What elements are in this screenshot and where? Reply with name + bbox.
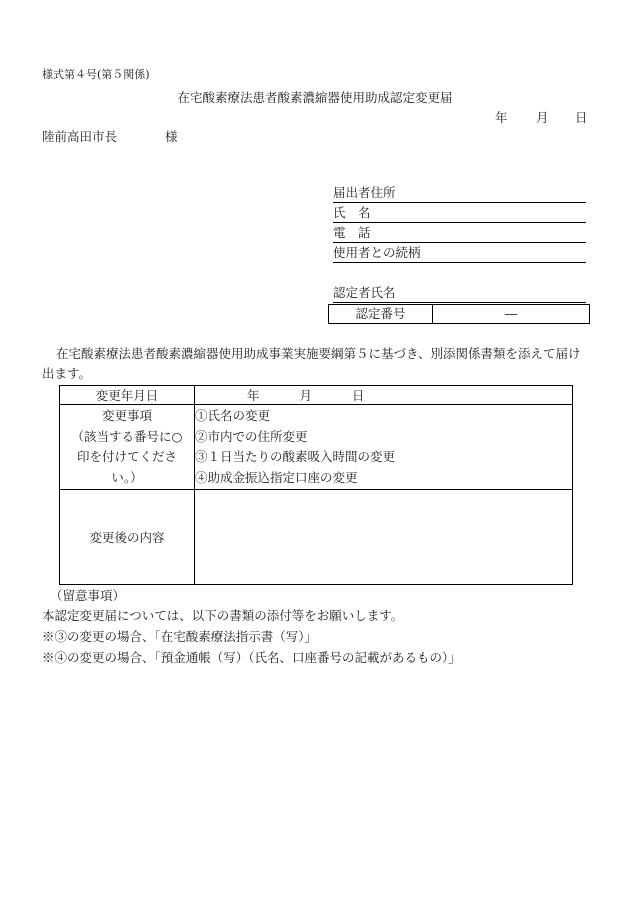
table-row — [60, 386, 573, 405]
document-title: 在宅酸素療法患者酸素濃縮器使用助成認定変更届 — [177, 90, 453, 105]
applicant-address-label: 届出者住所 — [333, 185, 396, 200]
recipient-suffix: 様 — [165, 129, 178, 144]
form-number: 様式第４号(第５関係) — [42, 68, 150, 81]
change-date-day: 日 — [351, 388, 365, 403]
change-date-year: 年 — [247, 388, 260, 403]
table-row — [60, 405, 573, 490]
recipient: 陸前高田市長 — [42, 129, 118, 144]
submission-date-year: 年 — [495, 110, 508, 125]
submission-date-day: 日 — [575, 110, 588, 125]
certification-number-label: 認定番号 — [329, 305, 433, 323]
applicant-name-field[interactable] — [333, 203, 586, 223]
certification-number-box — [328, 304, 590, 324]
applicant-phone-field[interactable] — [333, 223, 586, 243]
applicant-relation-field[interactable] — [333, 243, 586, 263]
notes-line: ※④の変更の場合、「預金通帳（写）（氏名、口座番号の記載があるもの）」 — [42, 650, 461, 665]
change-option-oxygen-time[interactable]: ③１日当たりの酸素吸入時間の変更 — [195, 449, 396, 464]
notes-line: ※③の変更の場合、「在宅酸素療法指示書（写）」 — [42, 629, 318, 644]
change-items-label-line: 印を付けてくださ — [76, 449, 177, 464]
certification-number-value[interactable]: ― — [504, 306, 518, 321]
content-after-change-label: 変更後の内容 — [60, 490, 195, 585]
change-items-label-line: （該当する番号に○ — [71, 428, 183, 444]
notes-line: 本認定変更届については、以下の書類の添付等をお願いします。 — [42, 608, 404, 623]
change-items-label — [60, 405, 195, 490]
change-date-field[interactable] — [195, 386, 573, 405]
change-option-name[interactable]: ①氏名の変更 — [195, 408, 271, 423]
change-option-bank-account[interactable]: ④助成金振込指定口座の変更 — [195, 469, 358, 485]
content-after-change-field[interactable] — [195, 490, 573, 585]
certified-name-label: 認定者氏名 — [333, 285, 396, 300]
body-text: 在宅酸素療法患者酸素濃縮器使用助成事業実施要綱第５に基づき、別添関係書類を添えて届け出ます。 — [42, 346, 581, 381]
table-row — [60, 490, 573, 585]
change-option-address[interactable]: ②市内での住所変更 — [195, 428, 308, 444]
change-items-options — [195, 405, 573, 490]
applicant-phone-label: 電 話 — [333, 225, 371, 240]
change-table — [59, 385, 573, 585]
change-date-label: 変更年月日 — [60, 386, 195, 405]
submission-date-month: 月 — [536, 110, 549, 125]
applicant-relation-label: 使用者との続柄 — [333, 245, 421, 260]
notes-heading: （留意事項） — [50, 588, 126, 603]
change-items-label-line: い。） — [111, 469, 143, 485]
change-items-label-line: 変更事項 — [101, 408, 152, 423]
change-date-month: 月 — [299, 388, 312, 403]
applicant-address-field[interactable] — [333, 183, 586, 203]
applicant-name-label: 氏 名 — [333, 205, 371, 220]
certified-name-field[interactable] — [333, 283, 586, 303]
